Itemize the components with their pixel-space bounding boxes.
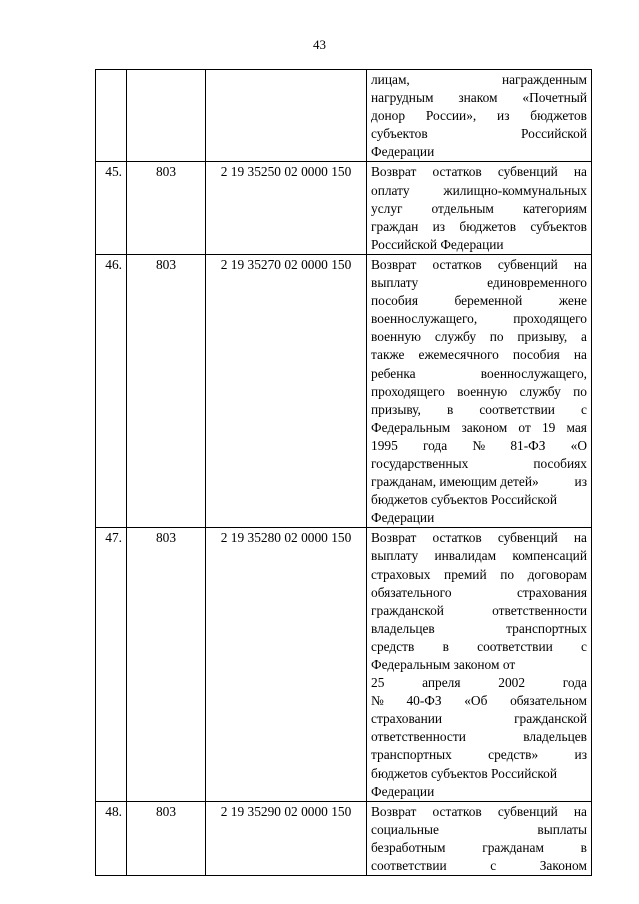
description-line (371, 839, 587, 857)
description-line (371, 89, 587, 107)
description-line (371, 236, 587, 254)
administrator-code-cell: 803 (127, 254, 206, 527)
description-word: на (573, 803, 587, 819)
description-line (371, 71, 587, 89)
table-row (96, 528, 592, 801)
administrator-code-cell (127, 70, 206, 162)
description-line (371, 620, 587, 638)
row-number-cell: 45. (96, 162, 127, 254)
description-line (371, 107, 587, 125)
description-word: инвалидам (434, 548, 497, 564)
description-word: субвенций (497, 530, 558, 546)
description-line (371, 419, 587, 437)
row-number-cell (96, 70, 127, 162)
description-word: субвенций (497, 803, 558, 819)
description-word: оплату (371, 182, 410, 198)
description-word: страхования (516, 584, 587, 600)
income-description-cell (367, 162, 592, 254)
description-word: № (472, 437, 486, 453)
description-line (371, 328, 587, 346)
description-line (371, 437, 587, 455)
table-row (96, 254, 592, 527)
description-word: транспортных (506, 620, 587, 636)
description-word: призыву, (517, 329, 568, 345)
description-line (371, 746, 587, 764)
description-word: года (422, 437, 448, 453)
description-line (371, 292, 587, 310)
description-word: 19 (541, 419, 556, 435)
description-word: а (581, 329, 587, 345)
description-word: на (573, 530, 587, 546)
description-word: соответствии (371, 858, 447, 874)
budget-classification-code-cell: 2 19 35250 02 0000 150 (206, 162, 367, 254)
description-word: остатков (432, 803, 482, 819)
description-word: России», (425, 108, 477, 124)
description-line (371, 674, 587, 692)
description-word: Российской (521, 126, 587, 142)
row-number-cell: 47. (96, 528, 127, 801)
description-word: 1995 (371, 437, 398, 453)
description-line (371, 656, 587, 674)
description-line (371, 710, 587, 728)
description-word: по (573, 383, 587, 399)
description-word: жилищно-коммунальных (443, 182, 587, 198)
description-word: Возврат (371, 530, 417, 546)
description-word: года (562, 675, 587, 691)
description-line (371, 365, 587, 383)
description-word: 81-ФЗ (510, 437, 546, 453)
description-line (371, 821, 587, 839)
description-word: Федерации (371, 783, 435, 799)
description-word: выплату (371, 275, 419, 291)
description-word: ответственности (492, 602, 587, 618)
description-line (371, 803, 587, 821)
description-word: страховании (371, 711, 443, 727)
description-line (371, 529, 587, 547)
description-word: «Почетный (522, 90, 587, 106)
description-word: страховых (371, 566, 431, 582)
description-word: из (432, 218, 446, 234)
description-word: Возврат (371, 803, 417, 819)
description-word: ответственности (371, 729, 466, 745)
description-line (371, 125, 587, 143)
description-line (371, 346, 587, 364)
description-word: гражданской (371, 602, 444, 618)
description-word: выплаты (537, 821, 587, 837)
description-word: призыву, (371, 401, 421, 417)
description-word: отдельным (431, 200, 494, 216)
description-word: жене (558, 293, 587, 309)
description-line (371, 857, 587, 875)
description-word: из (574, 747, 587, 763)
description-word: Федерации (371, 144, 435, 160)
description-word: средств» (488, 747, 539, 763)
description-word: владельцев (523, 729, 587, 745)
description-word: пособиях (533, 455, 587, 471)
budget-classification-code-cell: 2 19 35290 02 0000 150 (206, 801, 367, 875)
description-word: остатков (432, 530, 482, 546)
description-word: 2002 (498, 675, 526, 691)
description-word: транспортных (371, 747, 452, 763)
description-word: Федеральным (371, 419, 451, 435)
description-word: граждан (371, 218, 419, 234)
description-line (371, 401, 587, 419)
description-word: субъектов (530, 218, 587, 234)
description-word: ребенка (371, 365, 416, 381)
table-body (96, 70, 592, 876)
description-word: государственных (371, 455, 469, 471)
description-line (371, 310, 587, 328)
description-word: гражданам (482, 839, 544, 855)
description-line (371, 143, 587, 161)
description-word: из (497, 108, 510, 124)
income-description-cell (367, 528, 592, 801)
description-line (371, 274, 587, 292)
description-line (371, 182, 587, 200)
description-word: № (371, 693, 384, 709)
description-word: Федеральным законом от (371, 657, 516, 672)
description-word: 40-ФЗ (406, 693, 442, 709)
description-word: военную (371, 329, 422, 345)
description-word: с (490, 858, 497, 874)
page-number: 43 (313, 37, 326, 52)
description-word: Российской Федерации (371, 236, 504, 252)
description-word: с (581, 638, 587, 654)
row-number-cell: 46. (96, 254, 127, 527)
budget-codes-table (95, 69, 592, 876)
description-line (371, 473, 587, 491)
description-word: донор (371, 108, 406, 124)
table-row (96, 70, 592, 162)
description-word: бюджетов субъектов Российской (371, 492, 558, 508)
description-line (371, 728, 587, 746)
description-word: награжденным (501, 72, 587, 87)
description-word: в (442, 638, 449, 654)
description-word: на (573, 164, 587, 180)
description-word: гражданской (514, 711, 587, 727)
description-word: обязательного (371, 584, 452, 600)
administrator-code-cell: 803 (127, 528, 206, 801)
description-word: Возврат (371, 256, 417, 272)
description-word: остатков (432, 164, 482, 180)
description-word: службу (434, 329, 477, 345)
description-word: лицам, (371, 72, 410, 87)
description-word: военную (457, 383, 508, 399)
income-description-cell (367, 801, 592, 875)
description-word: социальные (371, 821, 439, 837)
description-line (371, 200, 587, 218)
description-word: субвенций (497, 164, 558, 180)
description-line (371, 765, 587, 783)
administrator-code-cell: 803 (127, 162, 206, 254)
table-row (96, 162, 592, 254)
income-description-cell (367, 70, 592, 162)
description-word: по (489, 329, 504, 345)
description-word: из (574, 474, 587, 490)
table-row (96, 801, 592, 875)
description-word: Федерации (371, 510, 435, 526)
description-word: в (580, 839, 587, 855)
budget-classification-code-cell: 2 19 35270 02 0000 150 (206, 254, 367, 527)
description-word: на (573, 347, 587, 363)
description-word: пособия (371, 293, 418, 309)
description-word: категориям (522, 200, 587, 216)
description-word: Законом (539, 858, 587, 874)
description-word: законом (461, 419, 508, 435)
description-word: военнослужащего, (480, 365, 587, 381)
description-line (371, 638, 587, 656)
description-word: компенсаций (512, 548, 587, 564)
description-word: средств (371, 638, 415, 654)
description-line (371, 783, 587, 801)
description-word: «Об (464, 693, 488, 709)
description-line (371, 383, 587, 401)
description-line (371, 602, 587, 620)
description-word: безработным (371, 839, 446, 855)
administrator-code-cell: 803 (127, 801, 206, 875)
description-word: также (371, 347, 405, 363)
description-line (371, 566, 587, 584)
description-word: соответствии (477, 638, 553, 654)
description-line (371, 491, 587, 509)
description-word: ежемесячного (418, 347, 499, 363)
description-word: остатков (432, 256, 482, 272)
description-line (371, 455, 587, 473)
description-line (371, 692, 587, 710)
description-word: проходящего (513, 311, 587, 327)
description-line (371, 509, 587, 527)
description-line (371, 218, 587, 236)
description-word: знаком (458, 90, 498, 106)
description-word: в (446, 401, 454, 417)
description-line (371, 256, 587, 274)
description-word: проходящего (371, 383, 445, 399)
description-line (371, 584, 587, 602)
description-word: бюджетов субъектов Российской (371, 765, 558, 781)
description-word: бюджетов (459, 218, 517, 234)
description-word: услуг (371, 200, 403, 216)
description-word: нагрудным (371, 90, 434, 106)
description-word: с (581, 401, 587, 417)
description-word: выплату (371, 548, 419, 564)
description-word: пособия (512, 347, 560, 363)
description-word: апреля (422, 675, 461, 691)
description-word: мая (566, 419, 587, 435)
description-word: 25 (371, 675, 385, 691)
description-line (371, 163, 587, 181)
row-number-cell: 48. (96, 801, 127, 875)
budget-classification-code-cell (206, 70, 367, 162)
description-word: обязательном (510, 693, 587, 709)
description-word: гражданам, имеющим детей» (371, 474, 539, 490)
income-description-cell (367, 254, 592, 527)
description-word: договорам (527, 566, 587, 582)
description-word: военнослужащего, (371, 311, 478, 327)
description-word: владельцев (371, 620, 435, 636)
description-word: по (500, 566, 515, 582)
description-word: субъектов (371, 126, 428, 142)
description-word: от (518, 419, 531, 435)
description-word: Возврат (371, 164, 417, 180)
description-word: «О (570, 437, 587, 453)
description-word: премий (444, 566, 487, 582)
description-word: субвенций (497, 256, 558, 272)
description-word: службу (519, 383, 561, 399)
description-word: единовременного (487, 275, 587, 291)
description-word: соответствии (479, 401, 555, 417)
description-line (371, 547, 587, 565)
description-word: бюджетов (530, 108, 587, 124)
description-word: беременной (454, 293, 523, 309)
description-word: на (573, 256, 587, 272)
budget-classification-code-cell: 2 19 35280 02 0000 150 (206, 528, 367, 801)
